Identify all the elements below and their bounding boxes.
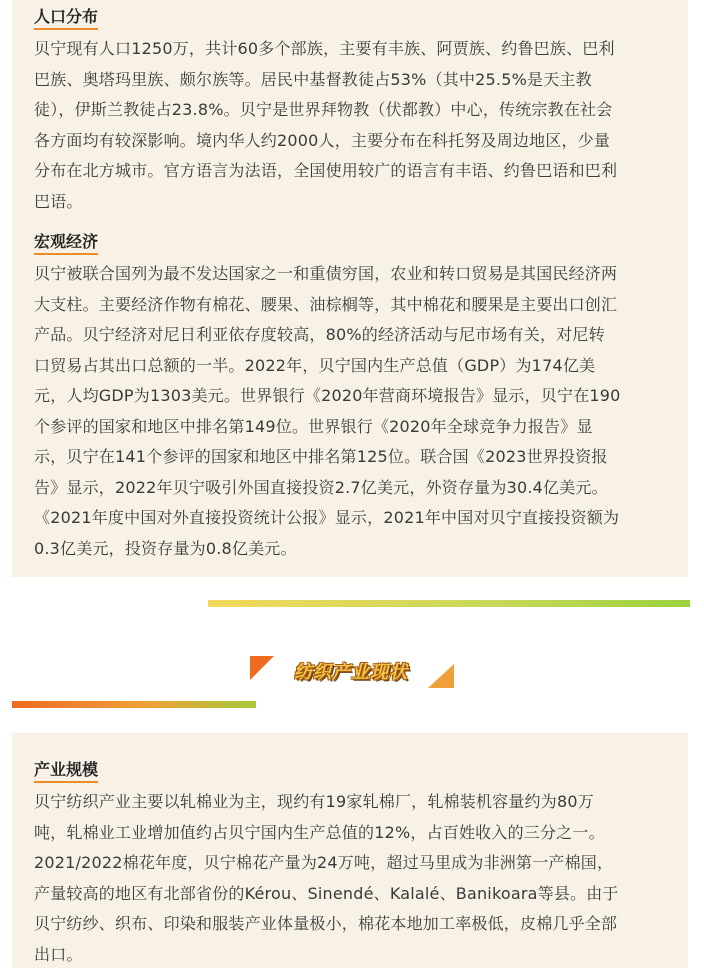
economy-line: 《2021年度中国对外直接投资统计公报》显示，2021年中国对贝宁直接投资额为	[34, 503, 666, 534]
economy-line: 示，贝宁在141个参评的国家和地区中排名第125位。联合国《2023世界投资报	[34, 442, 666, 473]
economy-line: 大支柱。主要经济作物有棉花、腰果、油棕榈等，其中棉花和腰果是主要出口创汇	[34, 290, 666, 321]
decorative-divider-bottom	[12, 701, 256, 708]
industry-line: 吨，轧棉业工业增加值约占贝宁国内生产总值的12%，占百姓收入的三分之一。	[34, 818, 666, 849]
population-line: 贝宁现有人口1250万，共计60多个部族，主要有丰族、阿贾族、约鲁巴族、巴利	[34, 34, 666, 65]
industry-line: 产量较高的地区有北部省份的Kérou、Sinendé、Kalalé、Banikoara等县。由于	[34, 879, 666, 910]
orange-triangle-icon	[250, 656, 274, 680]
orange-triangle-icon	[428, 664, 454, 688]
economy-line: 口贸易占其出口总额的一半。2022年，贝宁国内生产总值（GDP）为174亿美	[34, 351, 666, 382]
industry-line: 贝宁纺纱、织布、印染和服装产业体量极小，棉花本地加工率极低，皮棉几乎全部	[34, 909, 666, 940]
population-line: 各方面均有较深影响。境内华人约2000人，主要分布在科托努及周边地区，少量	[34, 126, 666, 157]
economy-line: 个参评的国家和地区中排名第149位。世界银行《2020年全球竞争力报告》显	[34, 412, 666, 443]
population-line: 巴族、奥塔玛里族、颇尔族等。居民中基督教徒占53%（其中25.5%是天主教	[34, 65, 666, 96]
economy-line: 告》显示，2022年贝宁吸引外国直接投资2.7亿美元，外资存量为30.4亿美元。	[34, 473, 666, 504]
decorative-divider-top	[208, 600, 690, 607]
population-heading: 人口分布	[34, 6, 98, 30]
population-text	[34, 34, 666, 217]
economy-text	[34, 259, 666, 564]
industry-line: 贝宁纺织产业主要以轧棉业为主，现约有19家轧棉厂，轧棉装机容量约为80万	[34, 787, 666, 818]
economy-line: 贝宁被联合国列为最不发达国家之一和重债穷国，农业和转口贸易是其国民经济两	[34, 259, 666, 290]
section-banner	[250, 652, 454, 692]
economy-line: 产品。贝宁经济对尼日利亚依存度较高，80%的经济活动与尼市场有关，对尼转	[34, 320, 666, 351]
population-line: 分布在北方城市。官方语言为法语，全国使用较广的语言有丰语、约鲁巴语和巴利	[34, 156, 666, 187]
population-line: 徒），伊斯兰教徒占23.8%。贝宁是世界拜物教（伏都教）中心，传统宗教在社会	[34, 95, 666, 126]
info-card-bottom	[12, 733, 688, 968]
population-line: 巴语。	[34, 187, 666, 218]
economy-line: 0.3亿美元，投资存量为0.8亿美元。	[34, 534, 666, 565]
info-card-top	[12, 0, 688, 577]
section-title: 纺织产业现状	[280, 658, 422, 684]
economy-heading: 宏观经济	[34, 231, 98, 255]
industry-text	[34, 787, 666, 970]
industry-line: 2021/2022棉花年度，贝宁棉花产量为24万吨，超过马里成为非洲第一产棉国，	[34, 848, 666, 879]
economy-line: 元，人均GDP为1303美元。世界银行《2020年营商环境报告》显示，贝宁在190	[34, 381, 666, 412]
industry-heading: 产业规模	[34, 759, 98, 783]
industry-line: 出口。	[34, 940, 666, 970]
